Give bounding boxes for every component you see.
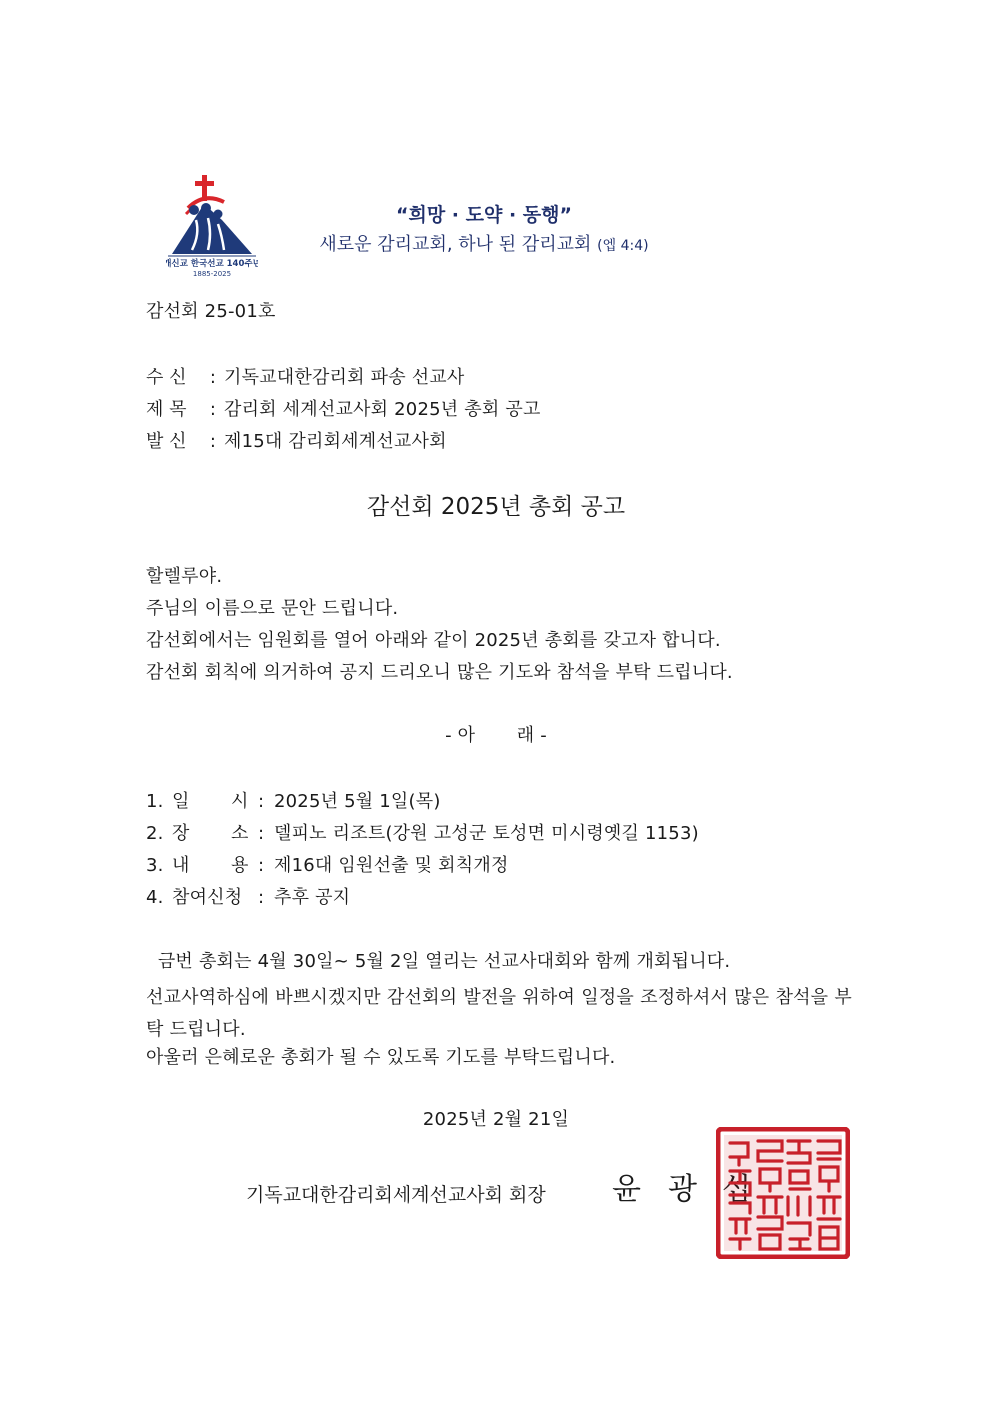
header-sep: : bbox=[209, 399, 217, 420]
signer-name-char: 윤 bbox=[612, 1172, 641, 1207]
item-number: 1. bbox=[146, 791, 164, 812]
item-label: 내 용 bbox=[172, 855, 249, 876]
intro-line: 감선회 회칙에 의거하여 공지 드리오니 많은 기도와 참석을 부탁 드립니다. bbox=[146, 662, 733, 683]
header-recipient bbox=[146, 366, 465, 390]
item-content bbox=[146, 854, 509, 878]
header-sep: : bbox=[209, 367, 217, 388]
header-value: 감리회 세계선교사회 2025년 총회 공고 bbox=[224, 399, 541, 420]
slogan-sub-text: 새로운 감리교회, 하나 된 감리교회 bbox=[319, 234, 592, 255]
header-label: 수 신 bbox=[146, 367, 187, 388]
signer-name-char: 광 bbox=[668, 1172, 697, 1207]
logo-caption-top: 개신교 한국선교 140주년 bbox=[166, 259, 258, 269]
item-number: 4. bbox=[146, 887, 164, 908]
item-registration bbox=[146, 886, 350, 910]
closing-paragraph-1: 금번 총회는 4월 30일~ 5월 2일 열리는 선교사대회와 함께 개회됩니다. bbox=[146, 951, 731, 972]
anniversary-logo bbox=[166, 170, 258, 280]
item-sep: : bbox=[258, 791, 265, 812]
item-label: 장 소 bbox=[172, 823, 249, 844]
intro-line: 할렐루야. bbox=[146, 566, 223, 587]
official-seal bbox=[716, 1127, 850, 1259]
intro-line: 주님의 이름으로 문안 드립니다. bbox=[146, 598, 399, 619]
logo-caption-bottom: 1885-2025 bbox=[192, 270, 232, 278]
item-value: 추후 공지 bbox=[274, 887, 351, 908]
item-label: 일 시 bbox=[172, 791, 249, 812]
item-value: 2025년 5월 1일(목) bbox=[274, 791, 441, 812]
item-number: 3. bbox=[146, 855, 164, 876]
header-value: 기독교대한감리회 파송 선교사 bbox=[224, 367, 465, 388]
header-value: 제15대 감리회세계선교사회 bbox=[224, 431, 447, 452]
item-number: 2. bbox=[146, 823, 164, 844]
item-value: 델피노 리조트(강원 고성군 토성면 미시령옛길 1153) bbox=[274, 823, 699, 844]
ahrae-heading: - 아 래 - bbox=[445, 725, 547, 746]
header-label: 제 목 bbox=[146, 399, 187, 420]
intro-line: 감선회에서는 임원회를 열어 아래와 같이 2025년 총회를 갖고자 합니다. bbox=[146, 630, 721, 651]
item-sep: : bbox=[258, 823, 265, 844]
item-value: 제16대 임원선출 및 회칙개정 bbox=[274, 855, 509, 876]
item-sep: : bbox=[258, 887, 265, 908]
document-date: 2025년 2월 21일 bbox=[422, 1109, 570, 1130]
slogan-main: “희망 · 도약 · 동행” bbox=[396, 204, 572, 226]
header-label: 발 신 bbox=[146, 431, 187, 452]
header-subject bbox=[146, 398, 541, 422]
closing-paragraph-2: 선교사역하심에 바쁘시겠지만 감선회의 발전을 위하여 일정을 조정하셔서 많은 참석을 부탁 드립니다. bbox=[146, 987, 852, 1040]
item-label: 참여신청 bbox=[172, 887, 243, 908]
document-title: 감선회 2025년 총회 공고 bbox=[366, 494, 626, 520]
slogan-ref: (엡 4:4) bbox=[597, 238, 649, 254]
doc-number: 감선회 25-01호 bbox=[146, 301, 276, 322]
header-sender bbox=[146, 430, 447, 454]
header-sep: : bbox=[209, 431, 217, 452]
signer-name-char: 섭 bbox=[722, 1172, 751, 1207]
slogan-sub bbox=[319, 230, 648, 256]
signer-title: 기독교대한감리회세계선교사회 회장 bbox=[246, 1184, 546, 1206]
closing-paragraph-3: 아울러 은혜로운 총회가 될 수 있도록 기도를 부탁드립니다. bbox=[146, 1047, 616, 1068]
item-sep: : bbox=[258, 855, 265, 876]
item-place bbox=[146, 822, 699, 846]
item-date bbox=[146, 790, 441, 814]
